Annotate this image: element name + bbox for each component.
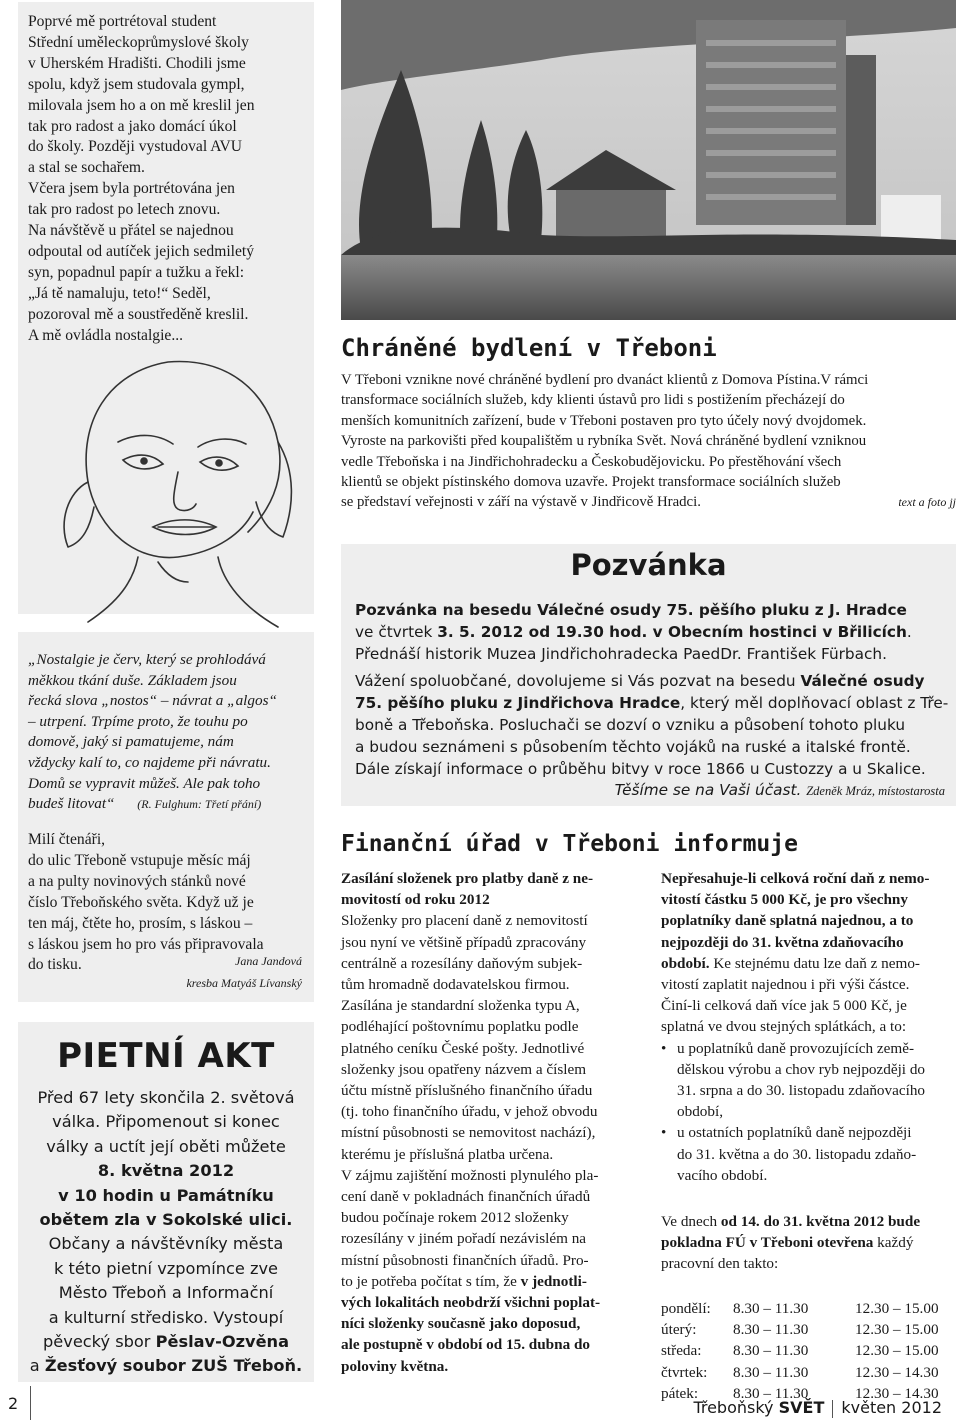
text-line: splatná ve dvou stejných splátkách, a to: [661, 1018, 907, 1036]
choir-name: Pěslav-Ozvěna [155, 1332, 289, 1352]
text-line: Domů se vypravit můžeš. Ale pak toho [28, 774, 261, 792]
text-line: Na návštěvě u přátel se najednou [28, 222, 234, 240]
memorial-event-title: PIETNÍ AKT [57, 1036, 275, 1076]
text-line: řecká slova „nostos“ – návrat a „algos“ [28, 692, 277, 710]
text-line: A mě ovládla nostalgie... [28, 326, 184, 344]
text-line: Zasílána je standardní složenka typu A, [341, 997, 580, 1015]
text-line: – utrpení. Trpíme proto, že touhu po [28, 712, 248, 730]
text-line [661, 953, 957, 974]
afternoon-hours-cell: 12.30 – 15.00 [855, 1321, 939, 1339]
text-line: V zájmu zajištění možnosti plynulého pla- [341, 1166, 599, 1184]
list-item [661, 1122, 957, 1186]
footer-masthead [693, 1398, 942, 1418]
text-line: Občany a návštěvníky města [48, 1234, 284, 1254]
event-time-place: v 10 hodin u Památníku [58, 1185, 274, 1205]
text-fragment: 75. pěšího pluku z Jindřichova Hradce [355, 694, 681, 713]
text-line: budeš litovat“ [28, 795, 115, 813]
text-line: spolu, když jsem studovala gympl, [28, 75, 245, 93]
table-row [661, 1298, 939, 1319]
event-date: 8. května 2012 [97, 1161, 235, 1181]
text-line: poloviny května. [341, 1357, 449, 1375]
quote-source: (R. Fulghum: Třetí přání) [137, 797, 262, 812]
page-number-divider [30, 1386, 31, 1420]
text-line: Včera jsem byla portrétována jen [28, 180, 235, 198]
opening-hours-note [661, 1211, 957, 1275]
text-line [661, 1211, 957, 1232]
afternoon-hours-cell: 12.30 – 15.00 [855, 1300, 939, 1317]
morning-hours-cell: 8.30 – 11.30 [733, 1384, 809, 1402]
text-line: • u ostatních poplatníků daně nejpozději [677, 1124, 912, 1142]
drawing-credit: kresba Matyáš Lívanský [186, 976, 302, 990]
text-line [355, 780, 945, 803]
text-line: • u poplatníků daně provozujících země- [677, 1039, 915, 1057]
text-line [18, 1330, 314, 1354]
text-line: 31. srpna a do 30. listopadu zdaňovacího [677, 1082, 926, 1100]
afternoon-hours-cell: 12.30 – 15.00 [855, 1342, 939, 1360]
text-line: místní působnosti finančních úřadů. Pro- [341, 1251, 589, 1269]
text-fragment: každý [873, 1234, 914, 1252]
text-line: cení daně v pokladnách finančních úřadů [341, 1188, 591, 1206]
text-line: klientů se objekt pístinského domova uzavře. Projekt transformace sociálních služeb [341, 474, 841, 491]
morning-hours-cell: 8.30 – 11.30 [733, 1300, 809, 1317]
text-line: V Třeboni vznikne nové chráněné bydlení pro dvanáct klientů z Domova Pístina.V rámci [341, 372, 869, 388]
text-fragment: Válečné osudy [800, 672, 925, 691]
invitation-headline: Pozvánka na besedu Válečné osudy 75. pěšího pluku z J. Hradce [355, 601, 907, 619]
text-line: složenky jsou opatřeny názvem a číslem [341, 1060, 587, 1078]
invitation-title: Pozvánka [570, 548, 727, 582]
invitation-box [341, 544, 956, 806]
sheltered-housing-text [341, 370, 956, 513]
text-line [18, 1354, 314, 1378]
text-line: Zasílání složenek pro platby daně z ne- [341, 870, 594, 887]
text-line [28, 794, 277, 815]
page-number: 2 [8, 1394, 19, 1413]
intro-text [28, 12, 255, 347]
memorial-event-text [18, 1086, 314, 1379]
text-line: platného ceníku České pošty. Jednotlivé [341, 1039, 585, 1057]
text-line: do 31. května a do 30. listopadu zdaňo- [677, 1145, 917, 1163]
letter-author: Jana Jandová [235, 954, 302, 968]
text-fragment: od 14. do 31. května 2012 bude [720, 1213, 921, 1230]
opening-hours-table [661, 1298, 939, 1404]
text-line: s láskou jsem ho pro vás připravovala [28, 935, 264, 953]
tax-office-heading: Finanční úřad v Třeboni informuje [341, 831, 798, 857]
masthead-brand-bold: SVĚT [778, 1398, 825, 1417]
day-cell: pondělí: [661, 1300, 711, 1317]
text-line: kterému je příslušná platba určena. [341, 1145, 554, 1163]
morning-hours-cell: 8.30 – 11.30 [733, 1321, 809, 1339]
text-fragment: a [29, 1356, 45, 1376]
text-line: dělskou výrobu a chov ryb nejpozději do [677, 1060, 926, 1078]
text-line: do školy. Později vystudoval AVU [28, 138, 242, 156]
invitation-text [355, 600, 949, 803]
text-line: „Já tě namaluju, teto!“ Seděl, [28, 284, 211, 302]
text-line: Před 67 lety skončila 2. světová [37, 1088, 295, 1107]
text-line: účtu místně příslušného finančního úřadu [341, 1082, 593, 1100]
text-line [341, 492, 956, 512]
intro-box [18, 2, 314, 614]
building-photo [341, 0, 956, 320]
editor-letter-box [18, 824, 314, 1002]
text-line: války a uctít její oběti můžete [46, 1136, 286, 1156]
text-fragment: období. [661, 954, 710, 972]
text-fragment: Ve dnech [661, 1213, 721, 1230]
day-cell: čtvrtek: [661, 1363, 708, 1381]
text-line: tak pro radost a jako domácí úkol [28, 117, 237, 135]
memorial-event-box [18, 1022, 314, 1382]
text-line: tak pro radost po letech znovu. [28, 201, 221, 219]
day-cell: středa: [661, 1342, 702, 1360]
text-line: Složenky pro placení daně z nemovitostí [341, 912, 588, 930]
text-line: vitostí částku 5 000 Kč, je pro všechny [661, 891, 908, 909]
event-location: obětem zla v Sokolské ulici. [39, 1210, 293, 1230]
text-fragment: Ke stejnému datu lze daň z nemo- [709, 954, 920, 972]
text-line: pozoroval mě a soustředěně kreslil. [28, 305, 249, 323]
text-line: menších komunitních zařízení, bude v Třeboni postaven pro tyto účely nový dvojdomek. [341, 412, 867, 429]
text-line: milovala jsem ho a on mě kreslil jen [28, 96, 255, 114]
invitation-signature: Zdeněk Mráz, místostarosta [806, 784, 945, 799]
table-row [661, 1340, 939, 1361]
list-item [661, 1038, 957, 1123]
text-line: vých lokalitách neobdrží všichni poplat- [341, 1294, 601, 1312]
text-line: k této pietní vzpomínce zve [53, 1258, 279, 1278]
tax-office-column-2 [661, 868, 957, 1402]
text-fragment: v jednotli- [520, 1272, 587, 1290]
text-fragment: se představí veřejnosti v září na výstavě v Jindřicově Hradci. [341, 494, 701, 511]
text-line: Přednáší historik Muzea Jindřichohradecka PaedDr. František Fürbach. [355, 644, 887, 663]
text-line: ale postupně v období od 15. dubna do [341, 1336, 591, 1354]
footer-divider [832, 1400, 833, 1418]
text-line: Vyroste na parkovišti před koupalištěm u rybníka Svět. Nová chráněné bydlení vzniknou [341, 433, 867, 450]
afternoon-hours-cell: 12.30 – 14.30 [855, 1384, 939, 1402]
text-line: (tj. toho finančního úřadu, v jehož obvodu [341, 1103, 598, 1121]
day-cell: úterý: [661, 1321, 697, 1339]
text-line: v Uherském Hradišti. Chodili jsme [28, 54, 246, 72]
text-line: rozesílány v jiném pořadí nezávislém na [341, 1230, 587, 1248]
text-line: a na pulty novinových stánků nové [28, 872, 246, 890]
masthead-brand: Třeboňský [693, 1398, 774, 1417]
text-line: „Nostalgie je červ, který se prohlodává [28, 651, 266, 668]
text-line [355, 671, 945, 693]
text-line: jsou nyní ve většině případů zpracovány [341, 933, 587, 951]
text-line: místní působnosti se nemovitost nachází), [341, 1124, 596, 1142]
text-line: vždycky kalí to, co najdeme při návratu. [28, 753, 271, 771]
text-line: movitostí od roku 2012 [341, 891, 490, 909]
text-line: tům hromadně dodavatelskou firmou. [341, 976, 570, 994]
text-line [355, 622, 945, 644]
text-line: nejpozději do 31. května zdaňovacího [661, 933, 904, 951]
brass-band-name: Žesťový soubor ZUŠ Třeboň. [44, 1356, 303, 1376]
text-line: podléhající poštovnímu poplatku podle [341, 1018, 579, 1036]
text-line: transformace sociálních služeb, kdy klienti ústavů pro lidi s postižením přecházejí do [341, 392, 845, 409]
text-line: Střední uměleckoprůmyslové školy [28, 33, 249, 51]
text-fragment: ve čtvrtek [355, 622, 438, 641]
text-line: boně a Třeboňska. Posluchači se dozví o vzniku a působení tohoto pluku [355, 715, 906, 734]
text-line [355, 693, 949, 715]
text-line: syn, popadnul papír a tužku a řekl: [28, 263, 245, 281]
photo-credit: text a foto jj [898, 495, 956, 510]
text-fragment: pěvecký sbor [43, 1332, 156, 1352]
event-datetime: 3. 5. 2012 od 19.30 hod. v Obecním hostinci v Břilicích [437, 622, 907, 641]
sheltered-housing-heading: Chráněné bydlení v Třeboni [341, 334, 717, 362]
quote-text [28, 650, 277, 815]
text-line [341, 1271, 641, 1292]
text-line: vitostí zaplatit najednou i při výši částce. [661, 976, 910, 994]
text-line: vacího období. [677, 1166, 768, 1184]
issue-date: květen 2012 [841, 1398, 942, 1417]
text-line: Nepřesahuje-li celková roční daň z nemo- [661, 870, 930, 887]
text-line: válka. Připomenout si konec [52, 1112, 280, 1132]
text-line: níci složenky současně jako doposud, [341, 1315, 581, 1333]
text-line: do tisku. [28, 956, 82, 974]
text-line: a stal se sochařem. [28, 159, 145, 177]
text-line: Dále získají informace o průběhu bitvy v roce 1866 u Custozzy a u Skalice. [355, 759, 926, 778]
text-fragment: pokladna FÚ v Třeboni otevřena [661, 1234, 874, 1252]
text-line: a budou seznámeni s působením těchto vojáků na ruské a italské frontě. [355, 737, 911, 756]
text-line: období, [677, 1103, 723, 1121]
afternoon-hours-cell: 12.30 – 14.30 [855, 1363, 939, 1381]
morning-hours-cell: 8.30 – 11.30 [733, 1342, 809, 1360]
text-line: vedle Třeboňska i na Jindřichohradecku a Českobudějovicku. Po přestěhování všech [341, 453, 842, 470]
text-line: odpoutal od autíček jejich sedmiletý [28, 242, 255, 260]
table-row [661, 1362, 939, 1383]
text-line [661, 1232, 957, 1253]
tax-office-column-1 [341, 868, 641, 1377]
child-portrait-drawing [28, 332, 308, 632]
morning-hours-cell: 8.30 – 11.30 [733, 1363, 809, 1381]
invitation-closing: Těšíme se na Vaši účast. [614, 781, 802, 800]
table-row [661, 1319, 939, 1340]
text-line: a kulturní středisko. Vystoupí [48, 1307, 284, 1327]
text-line: budou počínaje rokem 2012 složenky [341, 1209, 569, 1227]
text-line: Činí-li celková daň více jak 5 000 Kč, je [661, 997, 907, 1015]
text-line: domově, jaký si pamatujeme, nám [28, 733, 234, 751]
letter-text [28, 830, 264, 976]
text-line: centrálně a rozesílány daňovým subjek- [341, 954, 583, 972]
text-line: Milí čtenáři, [28, 831, 106, 848]
text-fragment: . [906, 622, 912, 641]
text-fragment: to je potřeba počítat s tím, že [341, 1272, 521, 1290]
text-line: Město Třeboň a Informační [58, 1283, 274, 1303]
text-line: číslo Třeboňského světa. Když už je [28, 893, 254, 911]
day-cell: pátek: [661, 1384, 699, 1402]
text-line: pracovní den takto: [661, 1255, 779, 1273]
text-line: Poprvé mě portrétoval student [28, 13, 217, 30]
text-line: do ulic Třeboně vstupuje měsíc máj [28, 851, 251, 869]
quote-box [18, 632, 314, 824]
text-fragment: Vážení spoluobčané, dovolujeme si Vás pozvat na besedu [355, 672, 801, 691]
text-line: měkkou tkání duše. Základem jsou [28, 671, 237, 689]
text-line: ten máj, čtěte ho, prosím, s láskou – [28, 914, 253, 932]
text-fragment: , který měl doplňovací oblast z Tře- [680, 694, 949, 713]
text-line: poplatníky daně splatná najednou, a to [661, 912, 914, 930]
